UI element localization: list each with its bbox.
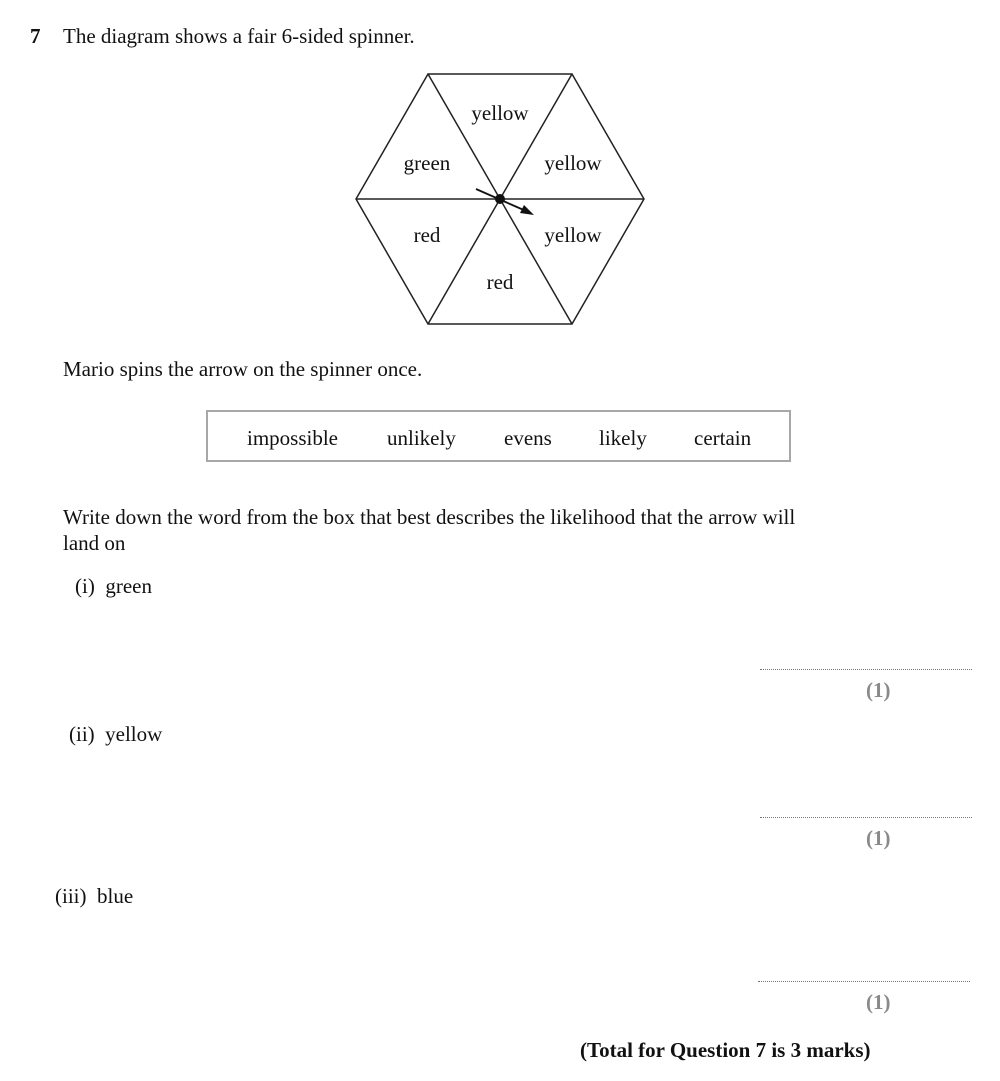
mark-ii: (1): [866, 826, 891, 850]
instruction-line-2: land on: [63, 531, 126, 555]
spinner-diagram: [350, 68, 650, 330]
part-number: (ii): [69, 722, 95, 746]
section-label-lower-right: yellow: [544, 223, 602, 247]
mark-i: (1): [866, 678, 891, 702]
part-number: (i): [75, 574, 95, 598]
section-label-upper-left: green: [403, 151, 451, 175]
word-likely: likely: [599, 426, 647, 450]
word-impossible: impossible: [247, 426, 339, 450]
part-text: yellow: [105, 722, 163, 746]
answer-line-iii[interactable]: [758, 981, 970, 982]
spin-text: Mario spins the arrow on the spinner once.: [63, 357, 423, 381]
arrow-head-icon: [520, 205, 534, 215]
part-iii: [55, 884, 133, 909]
instruction-line-1: Write down the word from the box that best describes the likelihood that the arrow will: [63, 505, 796, 529]
section-label-upper-right: yellow: [544, 151, 602, 175]
section-label-top: yellow: [471, 101, 529, 125]
part-number: (iii): [55, 884, 87, 908]
answer-line-i[interactable]: [760, 669, 972, 670]
section-label-bottom: red: [486, 270, 514, 294]
answer-line-ii[interactable]: [760, 817, 972, 818]
part-text: green: [105, 574, 152, 598]
part-i: [75, 574, 152, 599]
part-ii: [69, 722, 162, 747]
mark-iii: (1): [866, 990, 891, 1014]
spinner-pivot: [495, 194, 505, 204]
word-evens: evens: [504, 426, 552, 450]
word-certain: certain: [694, 426, 752, 450]
instruction: [63, 504, 863, 556]
part-text: blue: [97, 884, 134, 908]
question-number: 7: [30, 24, 41, 48]
total-marks: (Total for Question 7 is 3 marks): [580, 1038, 871, 1062]
question-intro: The diagram shows a fair 6-sided spinner.: [63, 24, 415, 48]
word-unlikely: unlikely: [387, 426, 456, 450]
word-box: [206, 410, 791, 462]
section-label-lower-left: red: [413, 223, 441, 247]
